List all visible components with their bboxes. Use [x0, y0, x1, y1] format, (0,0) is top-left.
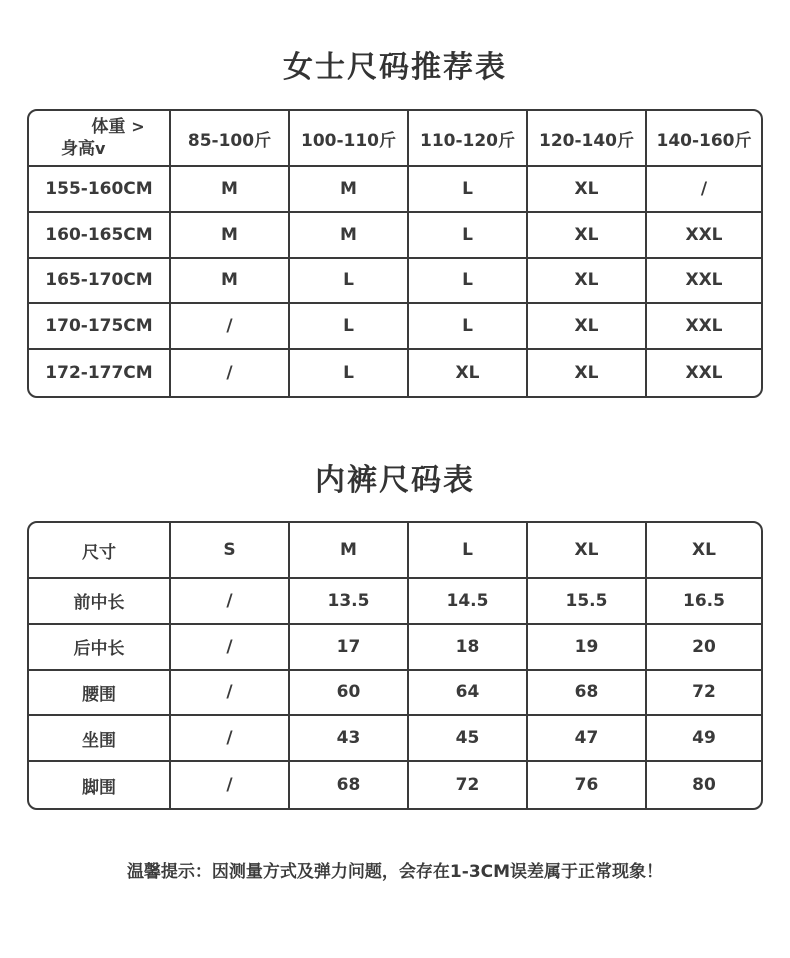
size-column-header: S	[171, 523, 290, 579]
measurement-value: /	[171, 762, 290, 808]
height-label: 身高	[61, 139, 95, 159]
size-cell: M	[171, 167, 290, 213]
measurement-value: 76	[528, 762, 647, 808]
size-cell: XXL	[647, 213, 761, 259]
measurement-label: 后中长	[29, 625, 171, 671]
table-corner-header	[29, 111, 171, 167]
measurement-value: 43	[290, 716, 409, 762]
size-cell: XL	[409, 350, 528, 396]
size-cell: L	[290, 304, 409, 350]
measurement-value: /	[171, 671, 290, 717]
size-cell: M	[171, 259, 290, 305]
size-cell: XL	[528, 304, 647, 350]
measurement-value: 17	[290, 625, 409, 671]
size-cell: XXL	[647, 304, 761, 350]
height-range-cell: 170-175CM	[29, 304, 171, 350]
size-cell: XL	[528, 167, 647, 213]
size-cell: M	[290, 167, 409, 213]
measurement-label: 坐围	[29, 716, 171, 762]
weight-range-header: 120-140斤	[528, 111, 647, 167]
height-range-cell: 165-170CM	[29, 259, 171, 305]
size-chart-title: 女士尺码推荐表	[283, 50, 507, 85]
size-column-header: XL	[647, 523, 761, 579]
size-cell: L	[290, 350, 409, 396]
size-cell: L	[409, 213, 528, 259]
measurement-label: 腰围	[29, 671, 171, 717]
measurement-value: 60	[290, 671, 409, 717]
measurement-value: 72	[647, 671, 761, 717]
size-cell: L	[409, 259, 528, 305]
measurement-value: 68	[290, 762, 409, 808]
height-axis-label	[37, 138, 161, 160]
size-cell: M	[290, 213, 409, 259]
measurement-value: 15.5	[528, 579, 647, 625]
size-cell: /	[171, 304, 290, 350]
brief-size-table	[27, 521, 763, 810]
size-header-label: 尺寸	[29, 523, 171, 579]
size-cell: XL	[528, 213, 647, 259]
brief-chart-title: 内裤尺码表	[315, 463, 475, 498]
size-column-header: L	[409, 523, 528, 579]
weight-axis-label	[37, 116, 161, 138]
measurement-value: 47	[528, 716, 647, 762]
weight-range-header: 110-120斤	[409, 111, 528, 167]
measurement-value: 80	[692, 775, 716, 796]
measurement-value: /	[171, 716, 290, 762]
measurement-value: 14.5	[409, 579, 528, 625]
height-range-cell: 172-177CM	[29, 350, 171, 396]
measurement-value: /	[171, 625, 290, 671]
measurement-value: 64	[409, 671, 528, 717]
measurement-value: 19	[528, 625, 647, 671]
size-cell: L	[290, 259, 409, 305]
size-cell: XXL	[685, 363, 723, 384]
size-cell: M	[171, 213, 290, 259]
size-cell: /	[171, 350, 290, 396]
size-recommendation-table	[27, 109, 763, 398]
height-arrow-icon: v	[95, 139, 106, 158]
measurement-label: 脚围	[29, 762, 171, 808]
weight-label: 体重	[91, 117, 126, 137]
height-range-cell: 155-160CM	[29, 167, 171, 213]
measurement-notice: 温馨提示：因测量方式及弹力问题，会存在1-3CM误差属于正常现象！	[126, 862, 664, 882]
weight-arrow-icon: >	[131, 117, 145, 136]
weight-range-header: 85-100斤	[171, 111, 290, 167]
measurement-value: 13.5	[290, 579, 409, 625]
size-column-header: M	[290, 523, 409, 579]
measurement-value: 16.5	[647, 579, 761, 625]
size-cell: /	[647, 167, 761, 213]
size-cell: XXL	[647, 259, 761, 305]
size-cell: XL	[528, 350, 647, 396]
weight-range-header: 100-110斤	[290, 111, 409, 167]
size-cell: L	[409, 304, 528, 350]
measurement-value: 49	[647, 716, 761, 762]
measurement-value: 68	[528, 671, 647, 717]
measurement-value: 72	[409, 762, 528, 808]
size-column-header: XL	[528, 523, 647, 579]
measurement-value: /	[171, 579, 290, 625]
measurement-value: 20	[647, 625, 761, 671]
size-cell: L	[409, 167, 528, 213]
measurement-value: 45	[409, 716, 528, 762]
size-cell: XL	[528, 259, 647, 305]
weight-range-header: 140-160斤	[647, 111, 761, 167]
height-range-cell: 160-165CM	[29, 213, 171, 259]
measurement-value: 18	[409, 625, 528, 671]
measurement-label: 前中长	[29, 579, 171, 625]
